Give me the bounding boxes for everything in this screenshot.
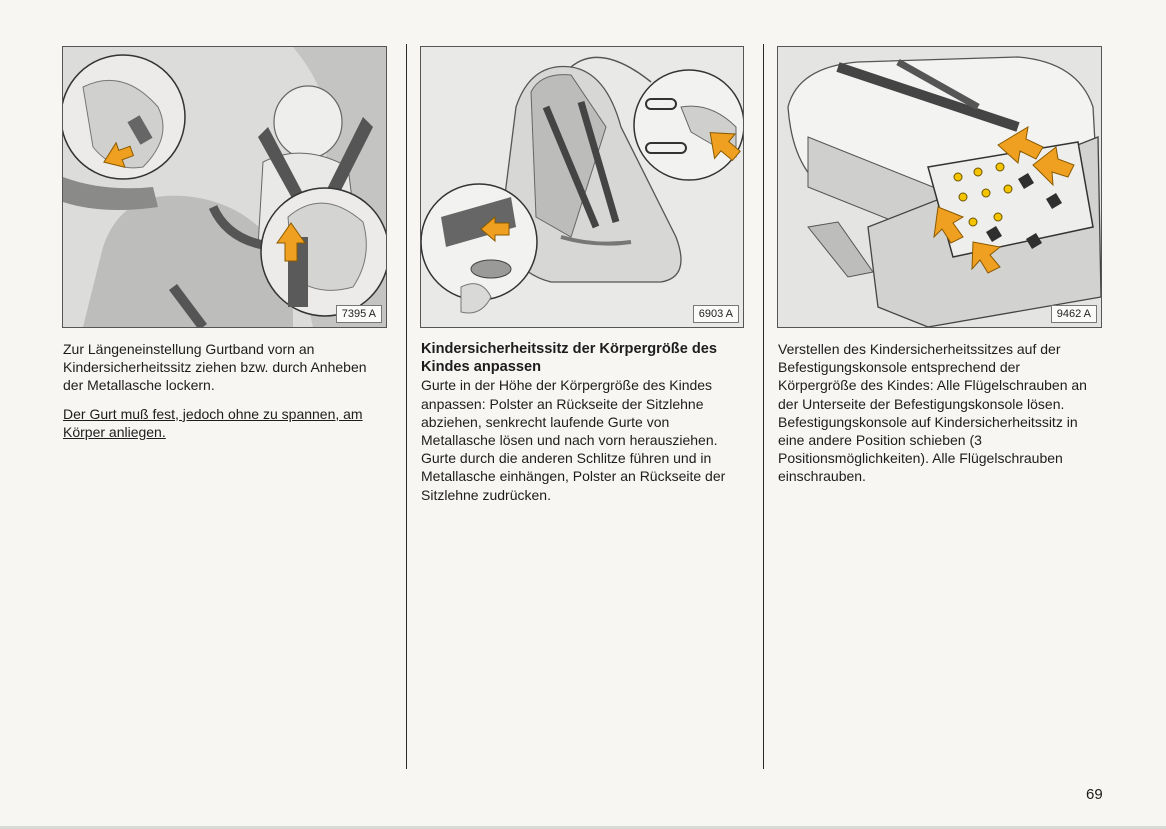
figure-code: 9462 A	[1051, 305, 1097, 323]
console-adjustment-instruction: Verstellen des Kindersicherheitssitzes auf der Befestigungskonsole entsprechend der Körpergröße des Kindes: Alle Flügelschrauben an der Unterseite der Befestigungskonsole lösen. Befestigungskonsole auf Kindersicherheitssitz in eine andere Position schieben (3 Positionsmöglichkeiten). Alle Flügelschrauben einschrauben.	[778, 341, 1087, 485]
column-2-text	[421, 340, 743, 504]
belt-adjustment-illustration	[421, 47, 743, 327]
figure-mounting-console	[777, 46, 1102, 328]
child-seat-illustration	[63, 47, 386, 327]
section-heading: Kindersicherheitssitz der Körpergröße des Kindes anpassen	[421, 341, 718, 376]
mounting-console-illustration	[778, 47, 1101, 327]
seat-belt-length-instruction: Zur Längeneinstellung Gurtband vorn an Kindersicherheitssitz ziehen bzw. durch Anheben der Metallasche lockern.	[63, 341, 367, 394]
figure-child-in-seat	[62, 46, 387, 328]
page-number: 69	[1086, 786, 1103, 803]
column-3-text	[778, 340, 1101, 486]
figure-belt-adjustment	[420, 46, 744, 328]
figure-code: 6903 A	[693, 305, 739, 323]
column-rule-2	[763, 44, 764, 769]
figure-code: 7395 A	[336, 305, 382, 323]
belt-height-instruction: Gurte in der Höhe der Körpergröße des Kindes anpassen: Polster an Rückseite der Sitzlehne abziehen, senkrecht laufende Gurte von Metallasche lösen und nach vorn herausziehen. Gurte durch die anderen Schlitze führen und in Metallasche einhängen, Polster an Rückseite der Sitzlehne zudrücken.	[421, 377, 726, 503]
column-1-text	[63, 340, 388, 441]
column-rule-1	[406, 44, 407, 769]
belt-fit-note: Der Gurt muß fest, jedoch ohne zu spannen, am Körper anliegen.	[63, 405, 363, 440]
